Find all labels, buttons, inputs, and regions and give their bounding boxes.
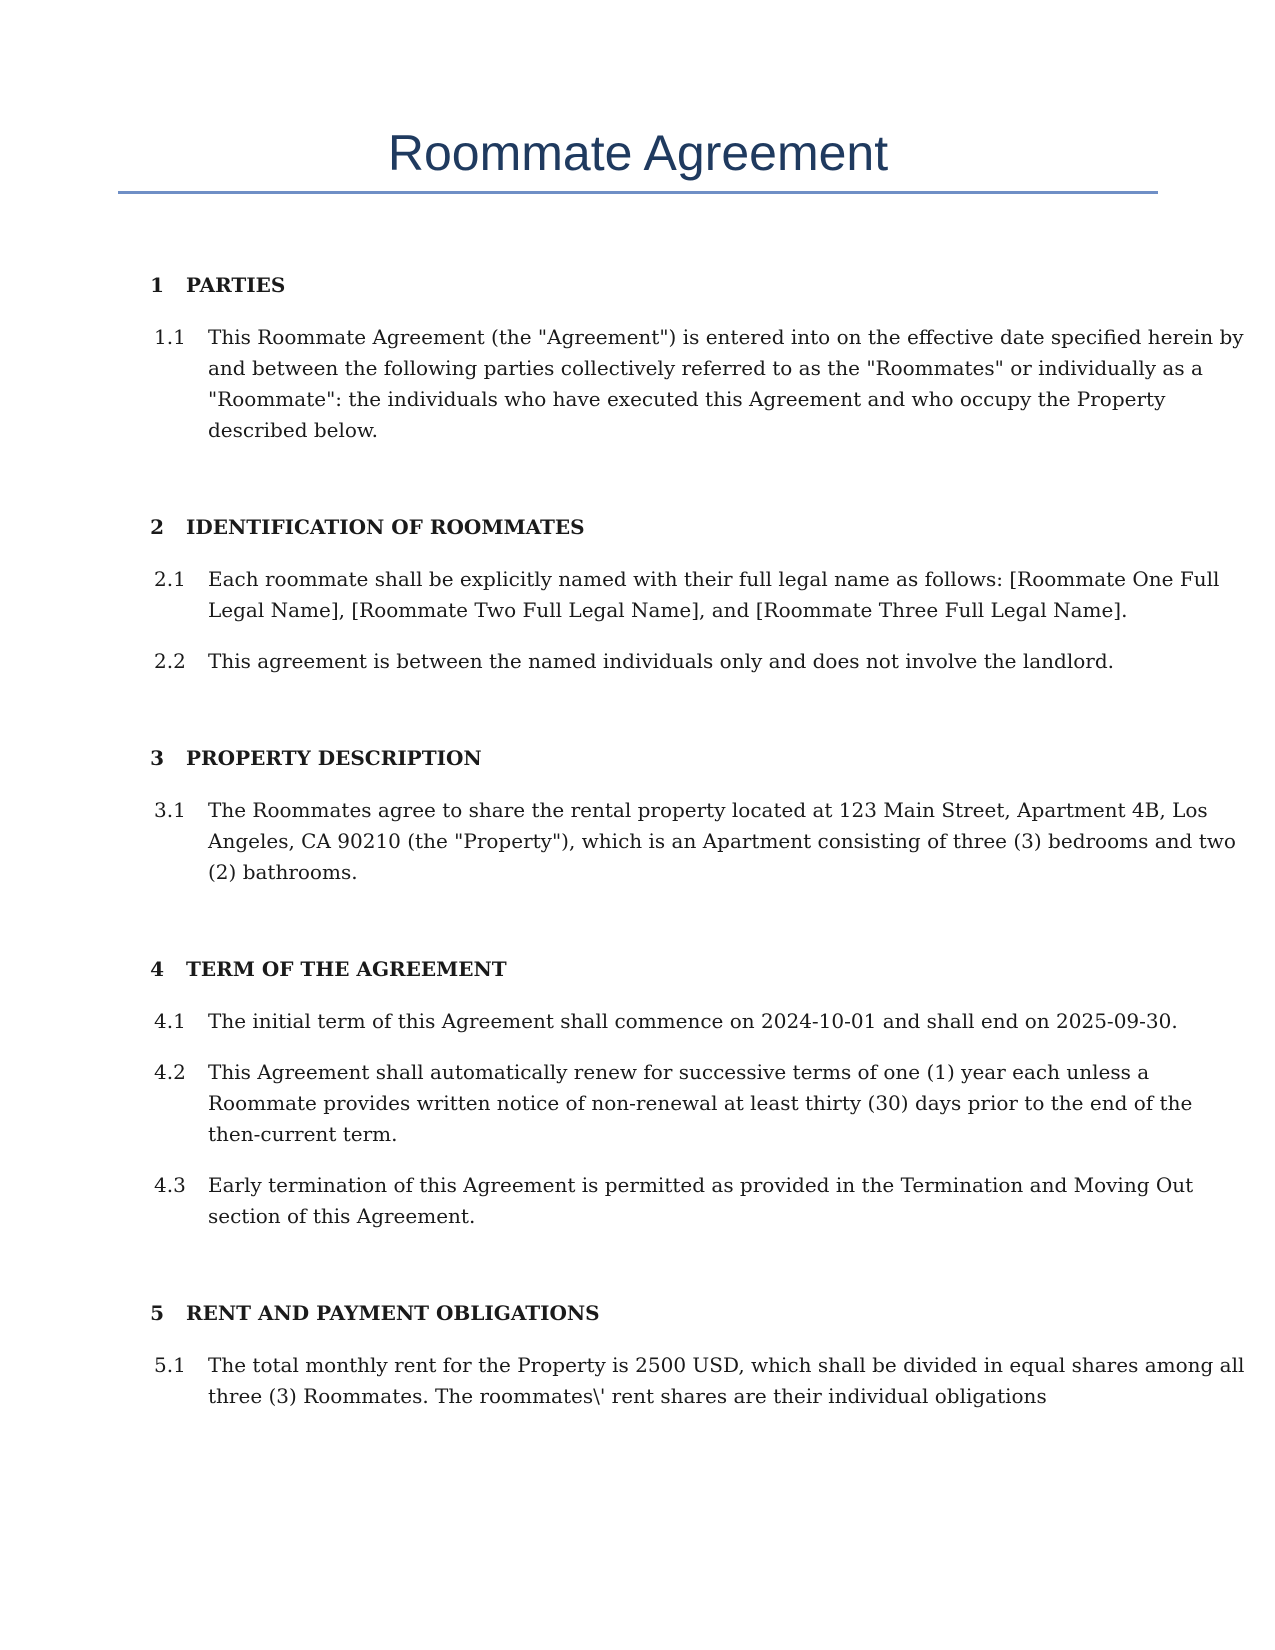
clause-text: Early termination of this Agreement is permitted as provided in the Termination and Moving Out section of this Agreement. bbox=[208, 1173, 1194, 1228]
clause-number: 4.2 bbox=[154, 1060, 186, 1084]
section-parties bbox=[118, 270, 1244, 446]
section-heading bbox=[118, 512, 1168, 542]
clause-text: This Roommate Agreement (the "Agreement") is entered into on the effective date specified herein by and between the following parties collectively referred to as the "Roommates" or individually as a "Roommate": the individuals who have executed this Agreement and who occupy the Property described below. bbox=[208, 325, 1244, 442]
clause bbox=[118, 564, 1220, 626]
section-title: RENT AND PAYMENT OBLIGATIONS bbox=[186, 1301, 600, 1325]
clause-number: 4.1 bbox=[154, 1009, 186, 1033]
document-title: Roommate Agreement bbox=[387, 125, 889, 181]
section-heading bbox=[118, 1298, 1168, 1328]
clause-number: 2.1 bbox=[154, 567, 186, 591]
clause-text: This agreement is between the named individuals only and does not involve the landlord. bbox=[208, 649, 1115, 673]
clause-text: This Agreement shall automatically renew for successive terms of one (1) year each unless a Roommate provides written notice of non-renewal at least thirty (30) days prior to the end of the then-current term. bbox=[208, 1060, 1193, 1146]
clause bbox=[118, 322, 1244, 446]
clause-number: 1.1 bbox=[154, 325, 186, 349]
clause-number: 3.1 bbox=[154, 798, 186, 822]
clause-text: The Roommates agree to share the rental property located at 123 Main Street, Apartment 4B, Los Angeles, CA 90210 (the "Property"), which is an Apartment consisting of three (3) bedrooms and two (2) bathrooms. bbox=[208, 798, 1236, 884]
clause-number: 4.3 bbox=[154, 1173, 186, 1197]
clause-text: The initial term of this Agreement shall commence on 2024-10-01 and shall end on 2025-09-30. bbox=[208, 1009, 1178, 1033]
clause-text: The total monthly rent for the Property is 2500 USD, which shall be divided in equal shares among all three (3) Roommates. The roommates\' rent shares are their individual obligations bbox=[208, 1353, 1245, 1408]
section-heading bbox=[118, 270, 1168, 300]
section-title: IDENTIFICATION OF ROOMMATES bbox=[186, 515, 585, 539]
clause-number: 5.1 bbox=[154, 1353, 186, 1377]
section-number: 1 bbox=[150, 273, 164, 297]
section-property bbox=[118, 743, 1236, 888]
clause bbox=[118, 1006, 1178, 1037]
section-term bbox=[118, 954, 1194, 1232]
section-title: PARTIES bbox=[186, 273, 286, 297]
section-title: TERM OF THE AGREEMENT bbox=[186, 957, 507, 981]
section-heading bbox=[118, 954, 1168, 984]
section-number: 3 bbox=[150, 746, 164, 770]
section-heading bbox=[118, 743, 1168, 773]
clause bbox=[118, 795, 1236, 888]
section-rent bbox=[118, 1298, 1245, 1412]
title-underline bbox=[118, 191, 1158, 194]
section-number: 5 bbox=[150, 1301, 164, 1325]
clause bbox=[118, 646, 1168, 677]
clause bbox=[118, 1350, 1245, 1412]
clause-text: Each roommate shall be explicitly named with their full legal name as follows: [Roommate One Full Legal Name], [Roommate Two Full Legal Name], and [Roommate Three Full Legal Name]. bbox=[208, 567, 1220, 622]
clause-number: 2.2 bbox=[154, 649, 186, 673]
section-title: PROPERTY DESCRIPTION bbox=[186, 746, 482, 770]
clause bbox=[118, 1170, 1194, 1232]
clause bbox=[118, 1057, 1193, 1150]
section-identification bbox=[118, 512, 1220, 677]
document-body bbox=[118, 270, 1245, 1478]
section-number: 2 bbox=[150, 515, 164, 539]
section-number: 4 bbox=[150, 957, 164, 981]
